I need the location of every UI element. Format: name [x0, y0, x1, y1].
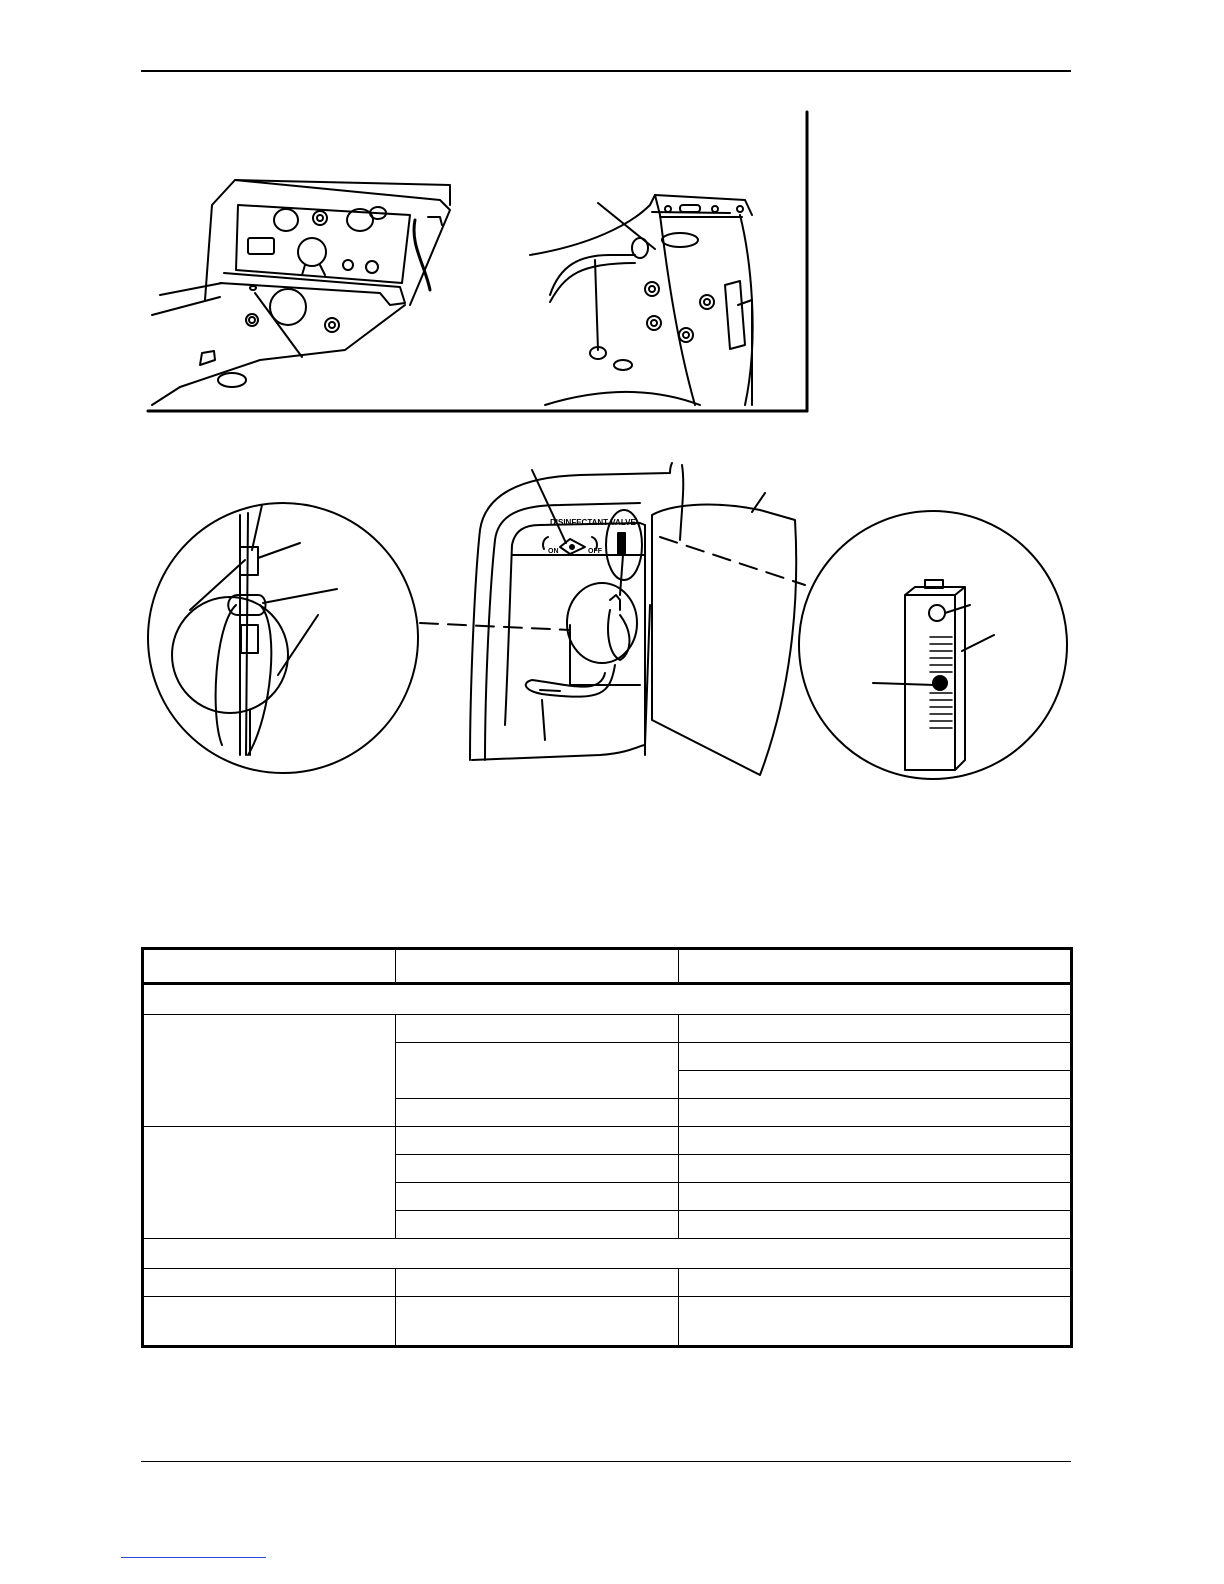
table-section-row — [143, 1239, 1072, 1269]
valve-off-label: OFF — [588, 548, 602, 555]
table-section-row — [143, 984, 1072, 1015]
header-rule — [141, 70, 1071, 72]
table-row — [143, 1269, 1072, 1297]
table-row — [143, 1297, 1072, 1347]
troubleshooting-table — [141, 947, 1072, 1348]
control-panel-drawing — [152, 180, 450, 405]
valve-title: DISINFECTANT VALVE — [550, 518, 636, 527]
header-cell-3 — [679, 949, 1072, 984]
right-detail-circle — [799, 511, 1067, 779]
bottom-figure — [140, 455, 1080, 800]
table-header-row — [143, 949, 1072, 984]
header-cell-2 — [396, 949, 679, 984]
footer-link-underline[interactable] — [121, 1557, 266, 1558]
top-figure — [140, 105, 820, 425]
header-cell-1 — [143, 949, 396, 984]
tub-interior-drawing — [530, 195, 753, 405]
footer-rule — [141, 1461, 1071, 1462]
door-panel — [652, 493, 796, 775]
table-row — [143, 1015, 1072, 1043]
valve-on-label: ON — [548, 548, 559, 555]
table-row — [143, 1127, 1072, 1155]
left-detail-circle — [148, 503, 418, 773]
